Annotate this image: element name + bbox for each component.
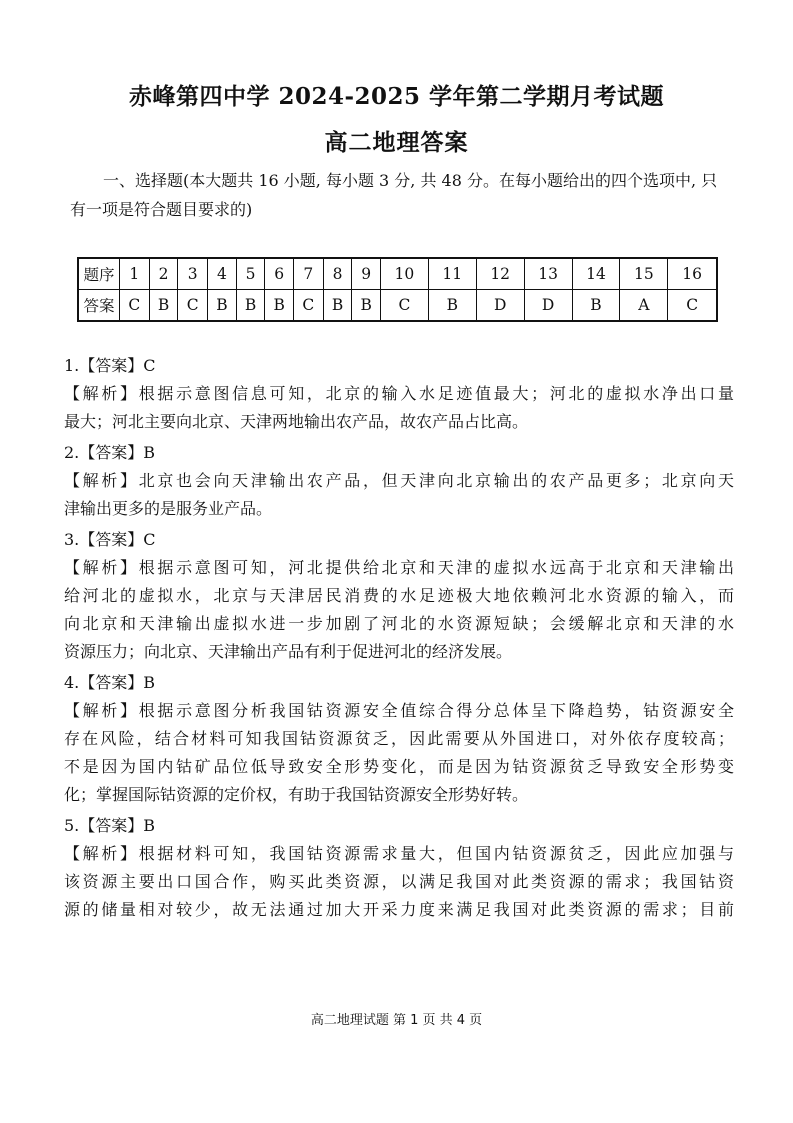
row-label-question-number: 题序 <box>78 258 120 290</box>
answer-explanations <box>64 352 734 927</box>
question-number-cell: 13 <box>524 258 572 290</box>
explanation-line: 【解析】根据示意图可知，河北提供给北京和天津的虚拟水远高于北京和天津输出 <box>64 558 734 577</box>
explanation-line: 向北京和天津输出虚拟水进一步加剧了河北的水资源短缺；会缓解北京和天津的水 <box>64 614 734 633</box>
question-number-cell: 9 <box>352 258 381 290</box>
answer-cell: D <box>476 290 524 322</box>
answer-cell: B <box>265 290 294 322</box>
answer-key-table <box>77 257 718 322</box>
question-number-cell: 5 <box>236 258 265 290</box>
explanation-line: 最大；河北主要向北京、天津两地输出农产品，故农产品占比高。 <box>64 412 529 431</box>
question-number-row <box>78 258 717 290</box>
page-footer: 高二地理试题 第 1 页 共 4 页 <box>310 1013 483 1028</box>
question-number-cell: 2 <box>149 258 178 290</box>
question-number-cell: 6 <box>265 258 294 290</box>
row-label-answer: 答案 <box>78 290 120 322</box>
explanation-line: 【解析】根据示意图信息可知，北京的输入水足迹值最大；河北的虚拟水净出口量 <box>64 384 734 403</box>
answer-heading: 3.【答案】C <box>64 530 156 549</box>
explanation-line: 【解析】北京也会向天津输出农产品，但天津向北京输出的农产品更多；北京向天 <box>64 471 734 490</box>
question-number-cell: 12 <box>476 258 524 290</box>
explanation-line: 存在风险，结合材料可知我国钴资源贫乏，因此需要从外国进口，对外依存度较高； <box>64 729 734 748</box>
answer-heading: 1.【答案】C <box>64 356 156 375</box>
answer-cell: C <box>120 290 150 322</box>
answer-cell: B <box>149 290 178 322</box>
question-number-cell: 10 <box>380 258 428 290</box>
answer-heading: 5.【答案】B <box>64 816 156 835</box>
explanation-line: 不是因为国内钴矿品位低导致安全形势变化，而是因为钴资源贫乏导致安全形势变 <box>64 757 734 776</box>
answer-item <box>64 526 734 666</box>
answer-heading: 4.【答案】B <box>64 673 156 692</box>
question-number-cell: 15 <box>620 258 668 290</box>
answer-cell: B <box>236 290 265 322</box>
question-number-cell: 3 <box>178 258 208 290</box>
answer-cell: C <box>293 290 323 322</box>
explanation-line: 该资源主要出口国合作，购买此类资源，以满足我国对此类资源的需求；我国钴资 <box>64 872 734 891</box>
answer-row <box>78 290 717 322</box>
answer-cell: B <box>428 290 476 322</box>
exam-title: 赤峰第四中学 2024-2025 学年第二学期月考试题 <box>128 83 665 110</box>
answer-item <box>64 352 734 436</box>
question-number-cell: 14 <box>572 258 620 290</box>
answer-cell: D <box>524 290 572 322</box>
question-number-cell: 4 <box>208 258 237 290</box>
explanation-line: 津输出更多的是服务业产品。 <box>64 499 273 518</box>
explanation-line: 源的储量相对较少，故无法通过加大开采力度来满足我国对此类资源的需求；目前 <box>64 900 734 919</box>
question-number-cell: 16 <box>668 258 717 290</box>
explanation-line: 【解析】根据材料可知，我国钴资源需求量大，但国内钴资源贫乏，因此应加强与 <box>64 844 734 863</box>
section-instructions: 一、选择题(本大题共 16 小题, 每小题 3 分, 共 48 分。在每小题给出的四个选项中, 只有一项是符合题目要求的) <box>70 171 718 219</box>
question-number-cell: 8 <box>323 258 352 290</box>
explanation-line: 【解析】根据示意图分析我国钴资源安全值综合得分总体呈下降趋势，钴资源安全 <box>64 701 734 720</box>
explanation-line: 化；掌握国际钴资源的定价权，有助于我国钴资源安全形势好转。 <box>64 785 529 804</box>
answer-subtitle: 高二地理答案 <box>324 129 469 156</box>
answer-cell: B <box>352 290 381 322</box>
question-number-cell: 1 <box>120 258 150 290</box>
question-number-cell: 11 <box>428 258 476 290</box>
answer-cell: B <box>323 290 352 322</box>
answer-cell: B <box>208 290 237 322</box>
answer-cell: A <box>620 290 668 322</box>
question-number-cell: 7 <box>293 258 323 290</box>
answer-cell: B <box>572 290 620 322</box>
answer-item <box>64 439 734 523</box>
answer-cell: C <box>668 290 717 322</box>
answer-heading: 2.【答案】B <box>64 443 156 462</box>
answer-item <box>64 812 734 924</box>
answer-cell: C <box>178 290 208 322</box>
explanation-line: 给河北的虚拟水，北京与天津居民消费的水足迹极大地依赖河北水资源的输入，而 <box>64 586 734 605</box>
answer-item <box>64 669 734 809</box>
answer-cell: C <box>380 290 428 322</box>
explanation-line: 资源压力；向北京、天津输出产品有利于促进河北的经济发展。 <box>64 642 513 661</box>
